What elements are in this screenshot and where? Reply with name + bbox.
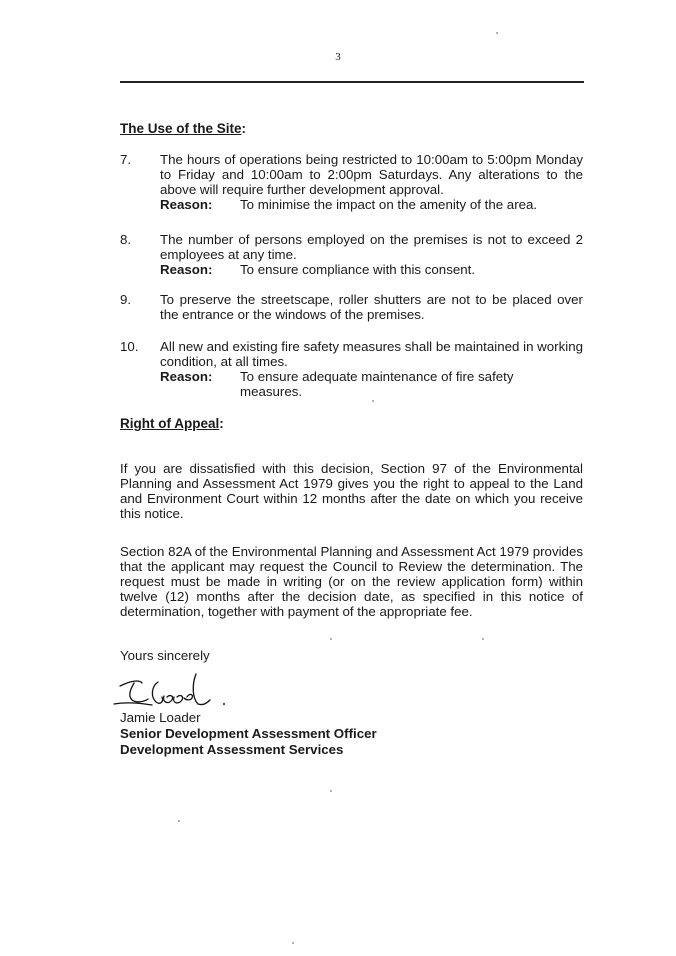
- condition-item-10: [120, 339, 583, 399]
- condition-item-7: [120, 152, 583, 212]
- review-paragraph: Section 82A of the Environmental Planning and Assessment Act 1979 provides that the applicant may request the Council to Review the determination. The request must be made in writing (or on the review application form) within twelve (12) months after the decision date, as specified in this notice of determination, together with payment of the appropriate fee.: [120, 544, 583, 619]
- page-number: 3: [335, 51, 341, 63]
- scan-speck: [178, 820, 180, 822]
- section-heading-right-of-appeal: Right of Appeal:: [120, 416, 224, 431]
- reason-text: To ensure compliance with this consent.: [240, 262, 476, 277]
- signer-name: Jamie Loader: [120, 710, 201, 725]
- scan-speck: [330, 790, 332, 792]
- condition-item-9: [120, 292, 583, 322]
- reason-label: Reason:: [160, 197, 213, 212]
- signer-department: Development Assessment Services: [120, 742, 344, 757]
- condition-text: The hours of operations being restricted to 10:00am to 5:00pm Monday to Friday and 10:00am to 2:00pm Saturdays. Any alterations to the above will require further development approval.: [160, 152, 583, 197]
- condition-number: 8.: [120, 232, 132, 247]
- section-heading-right-of-appeal-text: Right of Appeal: [120, 416, 220, 431]
- section-heading-use-of-site-text: The Use of the Site: [120, 121, 242, 136]
- reason-label: Reason:: [160, 369, 213, 384]
- scan-speck: [292, 942, 294, 944]
- signer-block: [120, 710, 377, 758]
- scan-speck: [330, 638, 332, 640]
- signature-image: [112, 672, 242, 712]
- condition-item-8: [120, 232, 583, 277]
- condition-number: 7.: [120, 152, 132, 167]
- condition-text: All new and existing fire safety measures shall be maintained in working condition, at all times.: [160, 339, 583, 369]
- condition-number: 10.: [120, 339, 139, 354]
- salutation: Yours sincerely: [120, 648, 210, 663]
- appeal-paragraph: If you are dissatisfied with this decision, Section 97 of the Environmental Planning and Assessment Act 1979 gives you the right to appeal to the Land and Environment Court within 12 months after the date on which you receive this notice.: [120, 461, 583, 521]
- reason-label: Reason:: [160, 262, 213, 277]
- reason-text: To minimise the impact on the amenity of the area.: [240, 197, 538, 212]
- condition-text: The number of persons employed on the premises is not to exceed 2 employees at any time.: [160, 232, 583, 262]
- header-rule: [120, 81, 584, 83]
- scan-speck: [372, 400, 374, 402]
- signer-title: Senior Development Assessment Officer: [120, 726, 377, 741]
- condition-text: To preserve the streetscape, roller shutters are not to be placed over the entrance or the windows of the premises.: [160, 292, 583, 322]
- scan-speck: [496, 32, 498, 34]
- section-heading-use-of-site: The Use of the Site:: [120, 121, 247, 136]
- scan-speck: [482, 638, 484, 640]
- condition-number: 9.: [120, 292, 132, 307]
- reason-text: To ensure adequate maintenance of fire safety measures.: [240, 369, 514, 399]
